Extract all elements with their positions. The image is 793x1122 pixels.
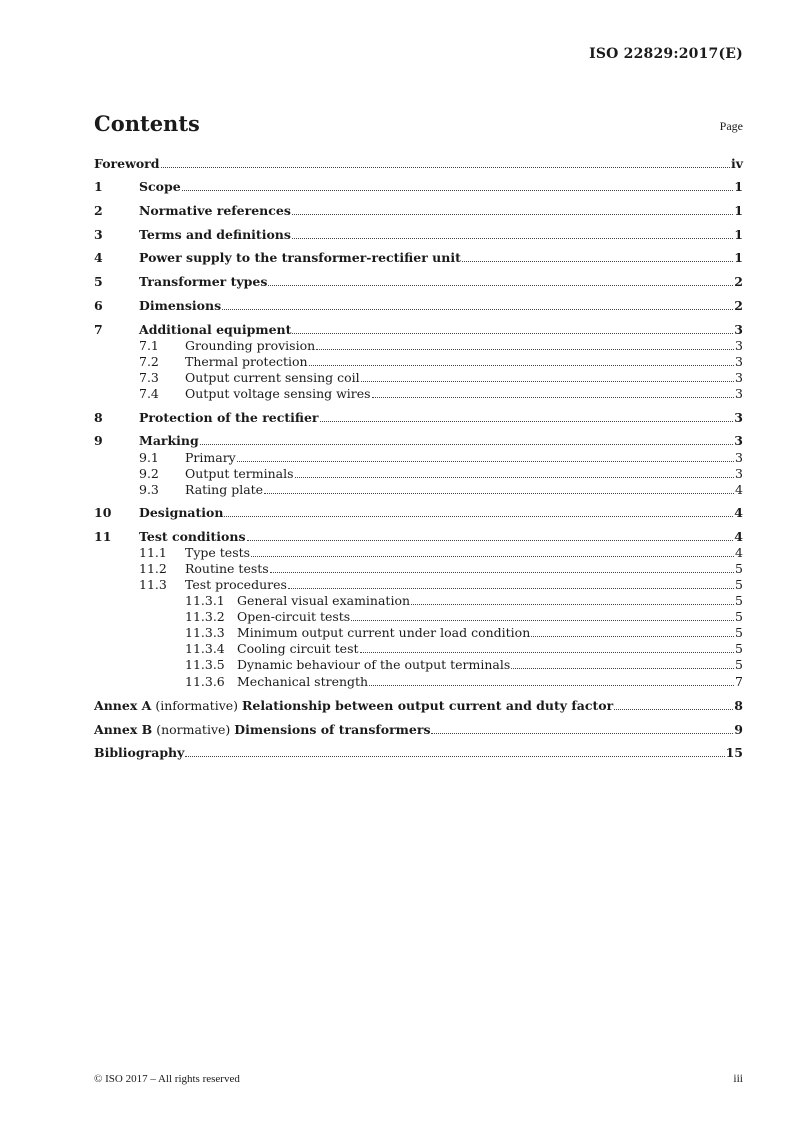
toc-entry-page: 1 [734,250,743,265]
dot-leader [614,708,733,710]
toc-entry-title: Type tests [185,545,251,560]
toc-entry-number: 6 [94,298,103,313]
toc-entry-number: 11.3.5 [185,657,225,672]
toc-entry-routine-tests[interactable] [94,561,743,577]
toc-entry-number: 11 [94,529,112,544]
toc-entry-output-terminals[interactable] [94,466,743,482]
toc-entry-designation[interactable] [94,505,743,521]
toc-entry-type-tests[interactable] [94,545,743,561]
toc-entry-annex-b[interactable] [94,722,743,738]
toc-entry-number: 8 [94,410,103,425]
toc-entry-title: Dynamic behaviour of the output terminals [237,657,511,672]
dot-leader [270,571,734,573]
toc-entry-foreword[interactable] [94,156,743,172]
toc-entry-minimum-output-current[interactable] [94,625,743,641]
toc-entry-page: 1 [734,179,743,194]
toc-entry-dimensions[interactable] [94,298,743,314]
toc-entry-title: Grounding provision [185,338,316,353]
toc-entry-page: 9 [734,722,743,737]
toc-entry-number: 9 [94,433,103,448]
toc-entry-number: 5 [94,274,103,289]
toc-entry-number: 9.3 [139,482,159,497]
toc-entry-page: 5 [735,593,743,608]
toc-entry-mechanical-strength[interactable] [94,674,743,690]
dot-leader [185,755,724,757]
toc-entry-grounding-provision[interactable] [94,338,743,354]
toc-entry-page: 3 [735,338,743,353]
dot-leader [222,308,733,310]
toc-entry-page: 3 [735,386,743,401]
toc-entry-page: 5 [735,625,743,640]
dot-leader [361,380,734,382]
page-title: Contents [94,111,200,136]
toc-entry-page: 1 [734,227,743,242]
toc-entry-number: 2 [94,203,103,218]
toc-entry-number: 7.2 [139,354,159,369]
toc-entry-title: Cooling circuit test [237,641,359,656]
toc-entry-title: Additional equipment [139,322,292,337]
toc-entry-output-voltage-sensing-wires[interactable] [94,386,743,402]
dot-leader [411,603,734,605]
dot-leader [288,587,734,589]
dot-leader [511,667,734,669]
toc-entry-page: 3 [735,354,743,369]
toc-entry-title: Output terminals [185,466,294,481]
toc-entry-rating-plate[interactable] [94,482,743,498]
dot-leader [247,539,734,541]
toc-entry-title: Marking [139,433,199,448]
toc-entry-title: Open-circuit tests [237,609,351,624]
dot-leader [369,684,734,686]
dot-leader [182,189,734,191]
toc-entry-title: Test procedures [185,577,287,592]
toc-entry-page: 15 [725,745,743,760]
toc-entry-number: 11.1 [139,545,167,560]
toc-entry-number: 11.3.3 [185,625,225,640]
toc-entry-general-visual-examination[interactable] [94,593,743,609]
toc-entry-page: 3 [735,370,743,385]
toc-entry-title: Primary [185,450,236,465]
toc-entry-title: Foreword [94,156,160,171]
toc-entry-terms-and-definitions[interactable] [94,227,743,243]
dot-leader [462,260,733,262]
toc-entry-title: Mechanical strength [237,674,369,689]
toc-entry-open-circuit-tests[interactable] [94,609,743,625]
toc-entry-title: Routine tests [185,561,269,576]
toc-entry-title: Dimensions [139,298,222,313]
dot-leader [292,237,733,239]
toc-entry-number: 11.3.6 [185,674,225,689]
toc-entry-page: 3 [735,466,743,481]
dot-leader [309,364,734,366]
toc-entry-page: 8 [734,698,743,713]
toc-entry-number: 9.2 [139,466,159,481]
toc-entry-power-supply[interactable] [94,250,743,266]
dot-leader [264,492,734,494]
toc-entry-number: 11.3 [139,577,167,592]
toc-entry-number: 4 [94,250,103,265]
toc-entry-primary[interactable] [94,450,743,466]
toc-entry-number: 11.2 [139,561,167,576]
page-column-label: Page [719,119,743,133]
toc-entry-normative-references[interactable] [94,203,743,219]
toc-entry-number: 9.1 [139,450,159,465]
toc-entry-title: Bibliography [94,745,185,760]
dot-leader [292,332,733,334]
toc-entry-page: 2 [734,298,743,313]
toc-entry-title: Scope [139,179,181,194]
toc-entry-title: Thermal protection [185,354,308,369]
toc-entry-page: 4 [735,545,743,560]
dot-leader [531,635,734,637]
toc-entry-number: 11.3.4 [185,641,225,656]
dot-leader [320,420,734,422]
toc-entry-title: Protection of the rectifier [139,410,319,425]
toc-entry-number: 1 [94,179,103,194]
toc-entry-scope[interactable] [94,179,743,195]
dot-leader [224,515,733,517]
dot-leader [372,396,734,398]
page-number: iii [733,1073,743,1085]
toc-entry-number: 10 [94,505,112,520]
toc-entry-title: Normative references [139,203,291,218]
toc-entry-number: 7 [94,322,103,337]
dot-leader [431,732,733,734]
toc-entry-page: 5 [735,641,743,656]
dot-leader [237,460,734,462]
toc-entry-bibliography[interactable] [94,745,743,761]
toc-entry-number: 7.3 [139,370,159,385]
annex-label: Annex B [94,722,153,737]
toc-entry-cooling-circuit-test[interactable] [94,641,743,657]
toc-entry-title: Relationship between output current and duty factor [242,698,614,713]
toc-entry-number: 7.1 [139,338,159,353]
toc-entry-title: Output voltage sensing wires [185,386,371,401]
document-id: ISO 22829:2017(E) [589,46,743,62]
dot-leader [292,213,733,215]
toc-entry-title: Dimensions of transformers [234,722,431,737]
toc-entry-dynamic-behaviour[interactable] [94,657,743,673]
toc-entry-number: 3 [94,227,103,242]
toc-entry-page: 3 [734,410,743,425]
toc-entry-annex-a[interactable] [94,698,743,714]
toc-entry-page: 5 [735,609,743,624]
dot-leader [161,166,730,168]
toc-entry-title: Designation [139,505,224,520]
toc-entry-page: 3 [734,322,743,337]
dot-leader [200,443,734,445]
toc-entry-title: Minimum output current under load condition [237,625,531,640]
toc-entry-page: 5 [735,561,743,576]
toc-entry-output-current-sensing-coil[interactable] [94,370,743,386]
toc-entry-test-conditions[interactable] [94,529,743,545]
table-of-contents [94,0,743,1122]
toc-entry-number: 11.3.2 [185,609,225,624]
toc-entry-title: Terms and definitions [139,227,291,242]
dot-leader [316,348,734,350]
toc-entry-page: iv [730,156,743,171]
toc-entry-page: 3 [735,450,743,465]
annex-label: Annex A [94,698,152,713]
toc-entry-title: Output current sensing coil [185,370,360,385]
toc-entry-page: 4 [735,482,743,497]
dot-leader [360,651,735,653]
toc-entry-test-procedures[interactable] [94,577,743,593]
toc-entry-thermal-protection[interactable] [94,354,743,370]
toc-entry-page: 5 [735,577,743,592]
dot-leader [251,555,734,557]
toc-entry-title: Test conditions [139,529,246,544]
toc-entry-page: 2 [734,274,743,289]
toc-entry-marking[interactable] [94,433,743,449]
toc-entry-number: 11.3.1 [185,593,225,608]
toc-entry-transformer-types[interactable] [94,274,743,290]
toc-entry-page: 4 [734,529,743,544]
annex-type: (normative) [156,722,231,737]
toc-entry-title: Transformer types [139,274,268,289]
toc-entry-title: General visual examination [237,593,411,608]
toc-entry-page: 3 [734,433,743,448]
dot-leader [295,476,735,478]
toc-entry-title: Power supply to the transformer-rectifier unit [139,250,461,265]
toc-entry-page: 1 [734,203,743,218]
annex-type: (informative) [155,698,239,713]
toc-entry-page: 5 [735,657,743,672]
toc-entry-title: Rating plate [185,482,264,497]
dot-leader [351,619,734,621]
copyright-notice: © ISO 2017 – All rights reserved [94,1073,240,1085]
toc-entry-number: 7.4 [139,386,159,401]
toc-entry-protection-of-rectifier[interactable] [94,410,743,426]
toc-entry-additional-equipment[interactable] [94,322,743,338]
dot-leader [268,284,733,286]
toc-entry-page: 7 [735,674,743,689]
toc-entry-page: 4 [734,505,743,520]
